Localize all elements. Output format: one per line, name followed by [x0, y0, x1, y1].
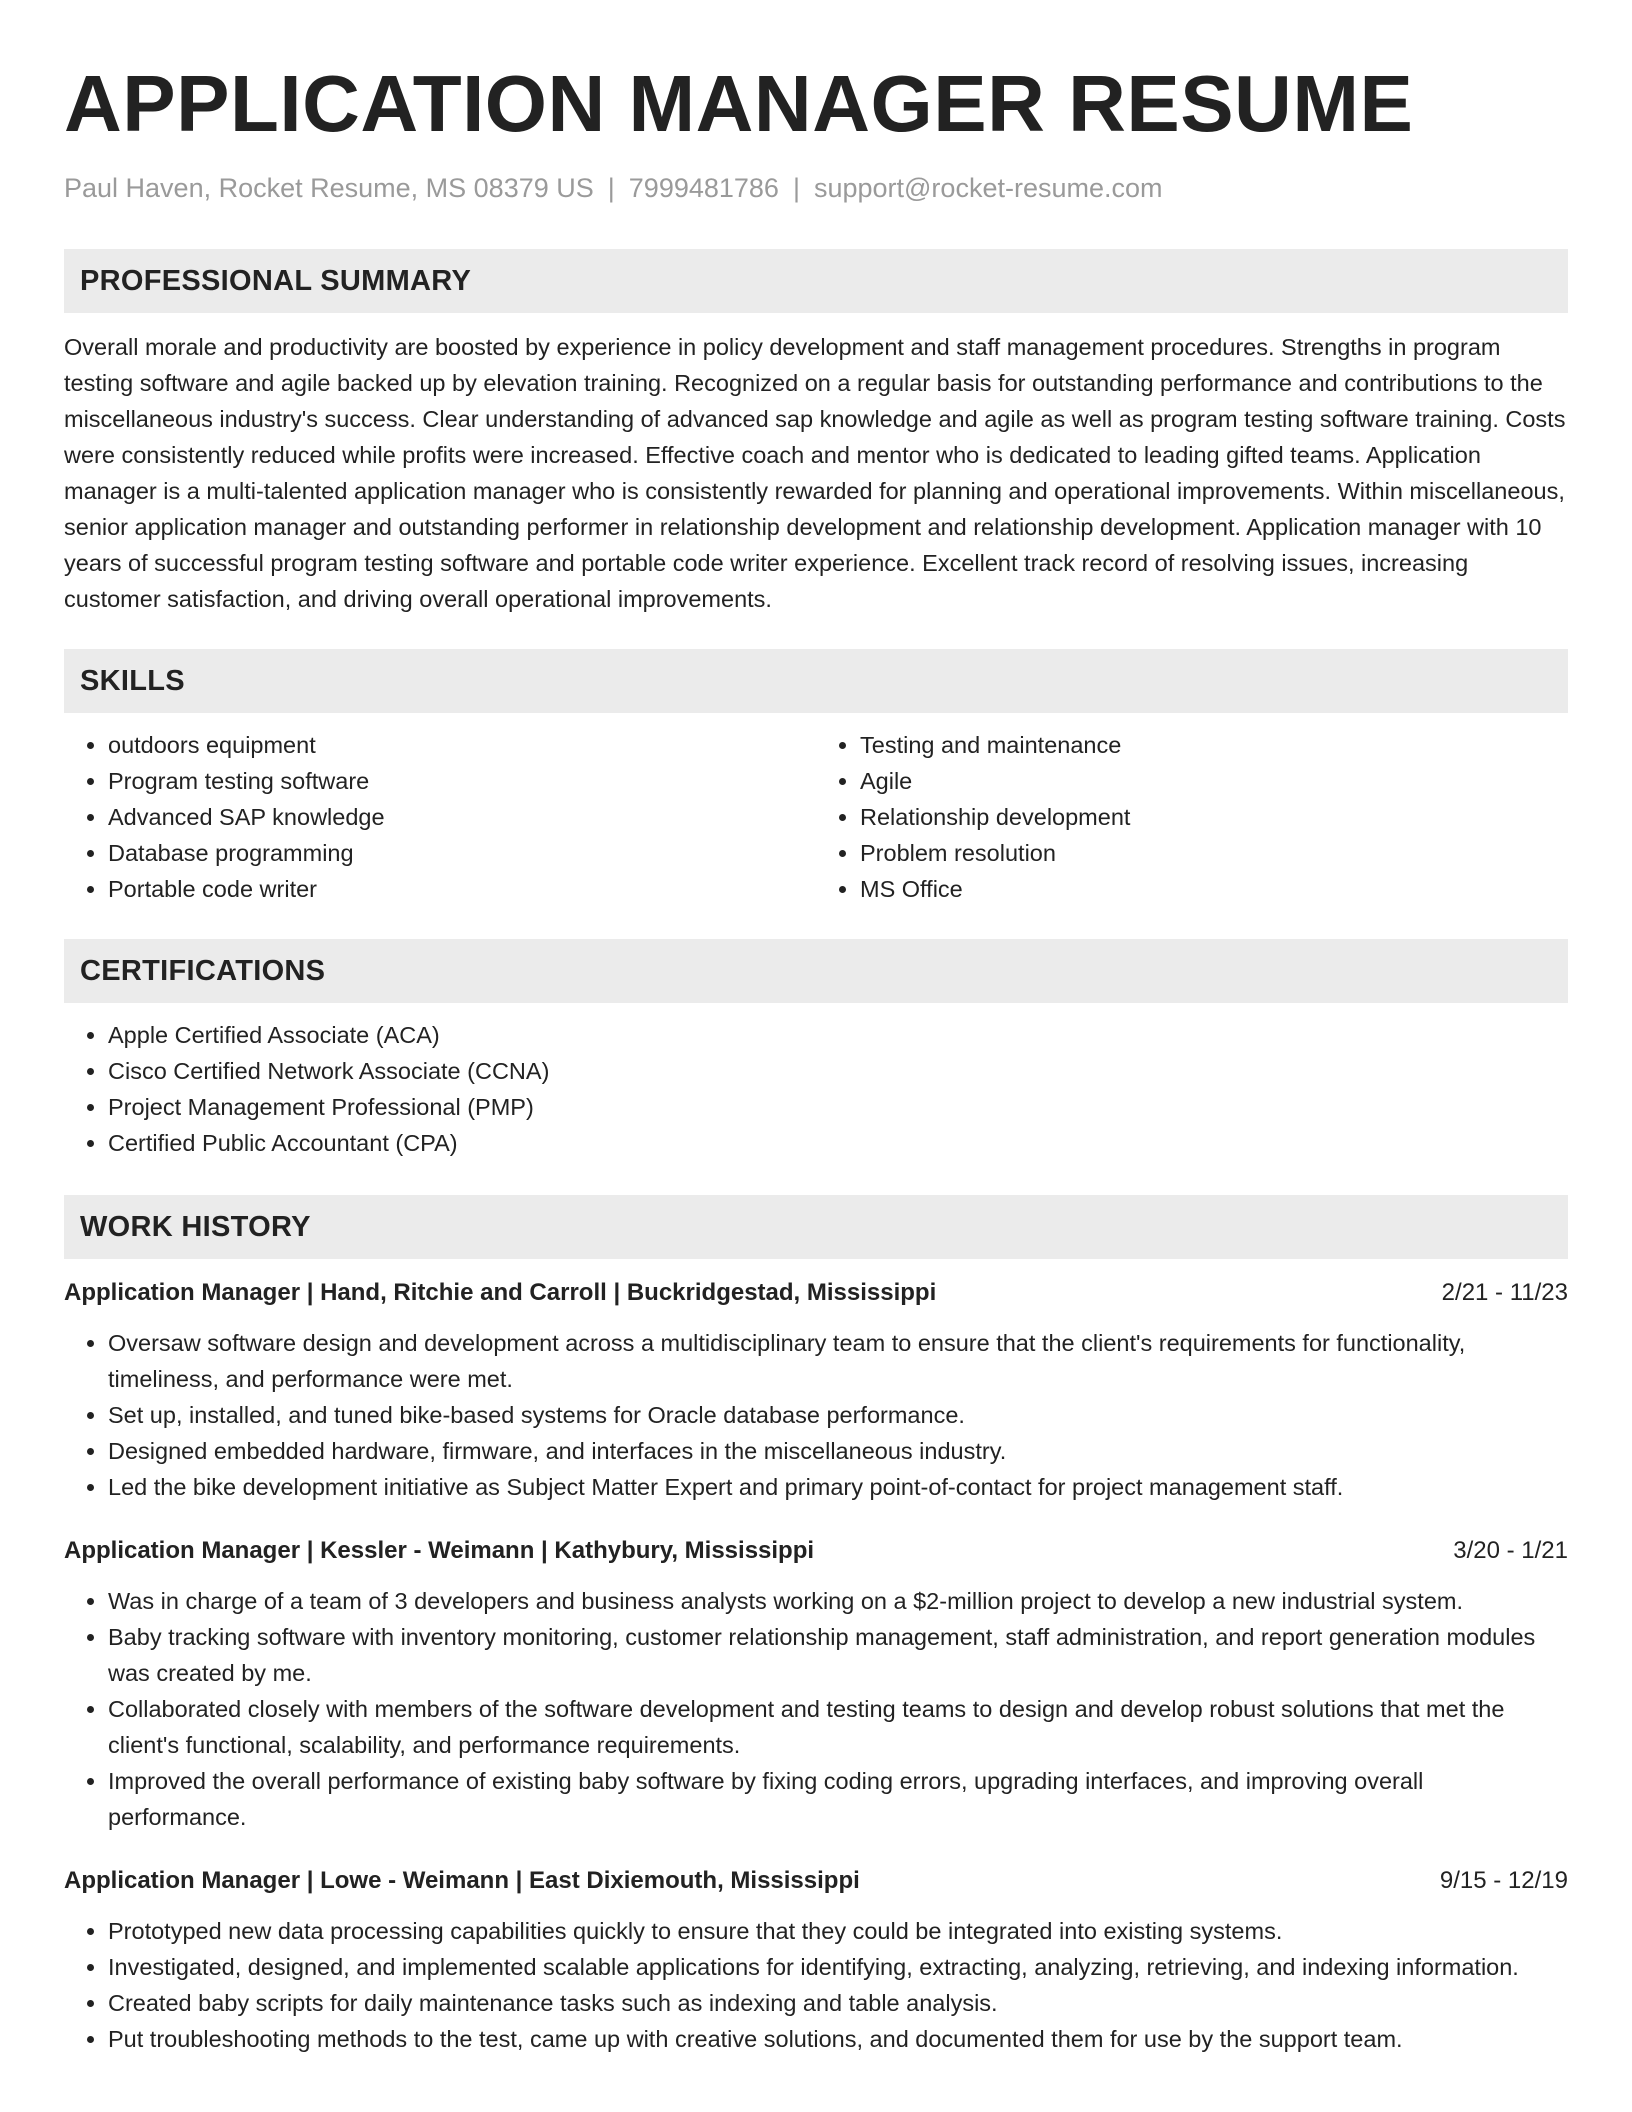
certification-item: • Certified Public Accountant (CPA) — [108, 1125, 1568, 1161]
contact-separator: | — [792, 173, 800, 203]
skill-item: • Database programming — [108, 835, 816, 871]
contact-address: Paul Haven, Rocket Resume, MS 08379 US — [64, 173, 594, 203]
job-bullet: • Collaborated closely with members of the software development and testing teams to design and develop robust solutions that met the client's functional, scalability, and performance requirements. — [108, 1691, 1568, 1763]
contact-phone: 7999481786 — [628, 173, 779, 203]
resume-content — [64, 56, 1568, 2057]
job-bullet: • Was in charge of a team of 3 developers and business analysts working on a $2-million project to develop a new industrial system. — [108, 1583, 1568, 1619]
skills-heading: SKILLS — [64, 649, 1568, 713]
work-history-heading: WORK HISTORY — [64, 1195, 1568, 1259]
job-title: Application Manager | Lowe - Weimann | East Dixiemouth, Mississippi — [64, 1867, 860, 1894]
job-header — [64, 1533, 1568, 1569]
job-title: Application Manager | Kessler - Weimann | Kathybury, Mississippi — [64, 1537, 815, 1564]
skill-item: • Relationship development — [860, 799, 1568, 835]
job-bullet: • Put troubleshooting methods to the test, came up with creative solutions, and documented them for use by the support team. — [108, 2021, 1568, 2057]
job-bullet: • Led the bike development initiative as Subject Matter Expert and primary point-of-contact for project management staff. — [108, 1469, 1568, 1505]
job-bullet: • Set up, installed, and tuned bike-based systems for Oracle database performance. — [108, 1397, 1568, 1433]
summary-heading: PROFESSIONAL SUMMARY — [64, 249, 1568, 313]
skill-item: • Portable code writer — [108, 871, 816, 907]
certifications-heading: CERTIFICATIONS — [64, 939, 1568, 1003]
skills-list-left — [64, 727, 816, 907]
job-dates: 9/15 - 12/19 — [1439, 1867, 1568, 1894]
job-entry — [64, 1275, 1568, 1505]
job-header — [64, 1863, 1568, 1899]
job-header — [64, 1275, 1568, 1311]
skills-section — [64, 649, 1568, 907]
contact-separator: | — [607, 173, 615, 203]
job-bullet: • Created baby scripts for daily maintenance tasks such as indexing and table analysis. — [108, 1985, 1568, 2021]
job-bullet: • Prototyped new data processing capabilities quickly to ensure that they could be integrated into existing systems. — [108, 1913, 1568, 1949]
job-entry — [64, 1533, 1568, 1835]
skill-item: • Testing and maintenance — [860, 727, 1568, 763]
skill-item: • outdoors equipment — [108, 727, 816, 763]
certifications-section — [64, 939, 1568, 1161]
job-bullets — [64, 1583, 1568, 1835]
summary-text: Overall morale and productivity are boosted by experience in policy development and staff management procedures. Strengths in program testing software and agile backed up by elevation training. Recognized on a regular basis for outstanding performance and contributions to the miscellaneous industry's success. Clear understanding of advanced sap knowledge and agile as well as program testing software training. Costs were consistently reduced while profits were increased. Effective coach and mentor who is dedicated to leading gifted teams. Application manager is a multi-talented application manager who is consistently rewarded for planning and operational improvements. Within miscellaneous, senior application manager and outstanding performer in relationship development and relationship development. Application manager with 10 years of successful program testing software and portable code writer experience. Excellent track record of resolving issues, increasing customer satisfaction, and driving overall operational improvements. — [64, 334, 1566, 612]
job-bullet: • Designed embedded hardware, firmware, and interfaces in the miscellaneous industry. — [108, 1433, 1568, 1469]
job-bullet: • Improved the overall performance of existing baby software by fixing coding errors, upgrading interfaces, and improving overall performance. — [108, 1763, 1568, 1835]
job-bullet: • Baby tracking software with inventory monitoring, customer relationship management, staff administration, and report generation modules was created by me. — [108, 1619, 1568, 1691]
resume-title: APPLICATION MANAGER RESUME — [64, 59, 1414, 148]
job-dates: 2/21 - 11/23 — [1441, 1279, 1568, 1306]
work-history-section — [64, 1195, 1568, 2057]
job-entry — [64, 1863, 1568, 2057]
job-dates: 3/20 - 1/21 — [1453, 1537, 1568, 1564]
skill-item: • Program testing software — [108, 763, 816, 799]
skills-grid — [64, 727, 1568, 907]
contact-line — [64, 170, 1568, 206]
job-bullet: • Investigated, designed, and implemented scalable applications for identifying, extracting, analyzing, retrieving, and indexing information. — [108, 1949, 1568, 1985]
certification-item: • Apple Certified Associate (ACA) — [108, 1017, 1568, 1053]
skills-list-right — [816, 727, 1568, 907]
job-bullets — [64, 1325, 1568, 1505]
skill-item: • MS Office — [860, 871, 1568, 907]
summary-section — [64, 249, 1568, 617]
job-bullets — [64, 1913, 1568, 2057]
contact-email[interactable]: support@rocket-resume.com — [813, 173, 1163, 203]
skill-item: • Advanced SAP knowledge — [108, 799, 816, 835]
certification-item: • Project Management Professional (PMP) — [108, 1089, 1568, 1125]
certification-item: • Cisco Certified Network Associate (CCNA) — [108, 1053, 1568, 1089]
job-bullet: • Oversaw software design and development across a multidisciplinary team to ensure that the client's requirements for functionality, timeliness, and performance were met. — [108, 1325, 1568, 1397]
skill-item: • Problem resolution — [860, 835, 1568, 871]
skill-item: • Agile — [860, 763, 1568, 799]
certifications-list — [64, 1017, 1568, 1161]
job-title: Application Manager | Hand, Ritchie and Carroll | Buckridgestad, Mississippi — [64, 1279, 937, 1306]
